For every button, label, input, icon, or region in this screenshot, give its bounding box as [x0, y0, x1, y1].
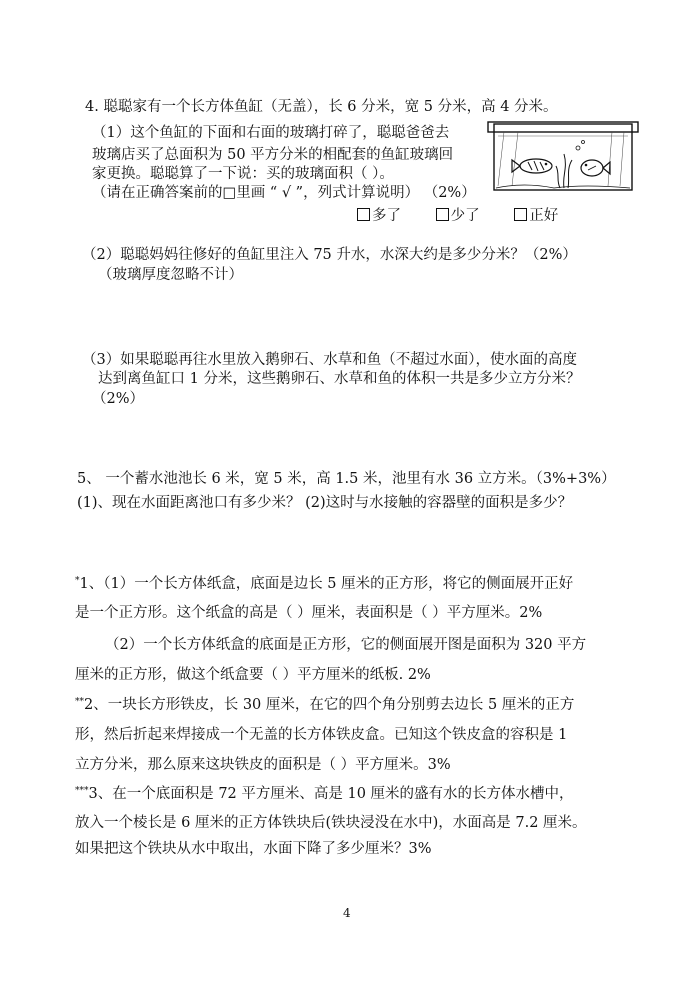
checkbox-icon	[514, 208, 527, 221]
star-question-2-line2: 形，然后折起来焊接成一个无盖的长方体铁皮盒。已知这个铁皮盒的容积是 1	[75, 727, 568, 743]
checkbox-icon	[357, 208, 370, 221]
star-question-3-line2: 放入一个棱长是 6 厘米的正方体铁块后(铁块浸没在水中)，水面高是 7.2 厘米。	[75, 815, 587, 831]
question-5-line2: (1)、现在水面距离池口有多少米？ (2)这时与水接触的容器壁的面积是多少？	[77, 495, 573, 511]
q4-part3-line2: 达到离鱼缸口 1 分米，这些鹅卵石、水草和鱼的体积一共是多少立方分米？	[98, 371, 581, 387]
star-question-1-line2: 是一个正方形。这个纸盒的高是（ ）厘米，表面积是（ ）平方厘米。2%	[75, 605, 543, 621]
difficulty-stars: ***	[75, 786, 89, 796]
star-question-1-line3: （2）一个长方体纸盒的底面是正方形，它的侧面展开图是面积为 320 平方	[105, 637, 587, 653]
page-number: 4	[343, 906, 351, 920]
checkbox-icon	[436, 208, 449, 221]
question-4-title: 4. 聪聪家有一个长方体鱼缸（无盖），长 6 分米，宽 5 分米，高 4 分米。	[85, 99, 558, 115]
choice-less[interactable]: 少了	[436, 204, 480, 225]
q4-part1-line3: 家更换。聪聪算了一下说：买的玻璃面积（ ）。	[92, 166, 394, 182]
q4-part3-line1: （3）如果聪聪再往水里放入鹅卵石、水草和鱼（不超过水面），使水面的高度	[82, 352, 577, 368]
q4-part1-line4: （请在正确答案前的□里画 “ √ ”，列式计算说明） （2%）	[92, 185, 476, 201]
star-question-3-line3: 如果把这个铁块从水中取出，水面下降了多少厘米？3%	[75, 841, 432, 857]
answer-choices	[357, 204, 558, 225]
star-question-2-line1: **2、一块长方形铁皮，长 30 厘米，在它的四个角分别剪去边长 5 厘米的正方	[75, 697, 575, 713]
star-question-2-line3: 立方分米，那么原来这块铁皮的面积是（ ）平方厘米。3%	[75, 757, 451, 773]
star-question-3-line1: ***3、在一个底面积是 72 平方厘米、高是 10 厘米的盛有水的长方体水槽中，	[75, 786, 574, 802]
q4-part1-line2: 玻璃店买了总面积为 50 平方分米的相配套的鱼缸玻璃回	[92, 147, 454, 163]
choice-more[interactable]: 多了	[357, 204, 401, 225]
difficulty-stars: **	[75, 697, 84, 707]
q4-part2-line1: （2）聪聪妈妈往修好的鱼缸里注入 75 升水，水深大约是多少分米？（2%）	[82, 247, 577, 263]
difficulty-stars: *	[75, 576, 80, 586]
star-question-1-line4: 厘米的正方形，做这个纸盒要（ ）平方厘米的纸板. 2%	[75, 667, 431, 683]
choice-exact[interactable]: 正好	[514, 204, 558, 225]
fish-tank-illustration	[484, 118, 642, 194]
q4-part2-line2: （玻璃厚度忽略不计）	[98, 267, 243, 283]
q4-part1-line1: （1）这个鱼缸的下面和右面的玻璃打碎了，聪聪爸爸去	[92, 125, 450, 141]
q4-part3-line3: （2%）	[92, 391, 145, 407]
question-5-line1: 5、 一个蓄水池池长 6 米，宽 5 米，高 1.5 米，池里有水 36 立方米。（3%+3%）	[77, 471, 616, 487]
star-question-1-line1: *1、（1）一个长方体纸盒，底面是边长 5 厘米的正方形，将它的侧面展开正好	[75, 576, 574, 592]
